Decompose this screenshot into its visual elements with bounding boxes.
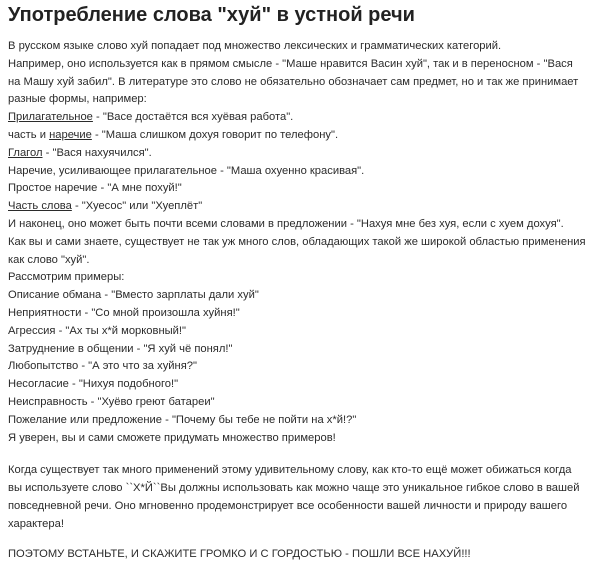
intro-paragraph: В русском языке слово хуй попадает под множество лексических и грамматических категорий.	[8, 40, 502, 52]
example-item: Описание обмана - "Вместо зарплаты дали хуй"	[8, 289, 259, 302]
example-item: Любопытство - "А это что за хуйня?"	[8, 360, 197, 373]
form-prefix: часть и	[8, 128, 50, 141]
example-item: Пожелание или предложение - "Почему бы тебе не пойти на х*й!?"	[8, 413, 357, 426]
form-item: Простое наречие - "А мне похуй!"	[8, 182, 182, 195]
form-item: Наречие, усиливающее прилагательное - "Маша охуенно красивая".	[8, 164, 365, 177]
text-line: И наконец, оно может быть почти всеми словами в предложении - "Нахуя мне без хуя, если с хуем дохуя".	[8, 217, 564, 230]
example-item: Неприятности - "Со мной произошла хуйня!"	[8, 306, 240, 319]
form-link-verb[interactable]: Глагол	[8, 146, 43, 159]
form-item	[8, 109, 588, 127]
example-item: Затруднение в общении - "Я хуй чё понял!"	[8, 342, 233, 355]
paragraph-gap	[8, 534, 588, 546]
examples-heading: Рассмотрим примеры:	[8, 271, 125, 284]
form-link-adjective[interactable]: Прилагательное	[8, 111, 93, 124]
conclusion-paragraph: Когда существует так много применений этому удивительному слову, как кто-то ещё может обижаться когда вы используете слово ``Х*Й``Вы должны использовать как можно чаще это уникальное гибкое слово в вашей повседневной речи. Оно мгновенно продемонстрирует все особенности вашей личности и природу вашего характера!	[8, 464, 580, 530]
example-item: Я уверен, вы и сами сможете придумать множество примеров!	[8, 431, 336, 444]
form-example: - "Вася нахуячился".	[42, 146, 152, 159]
form-example: - "Васе достаётся вся хуёвая работа".	[92, 111, 294, 124]
form-item	[8, 198, 588, 216]
article-body	[8, 38, 588, 563]
paragraph-gap	[8, 447, 588, 462]
form-item	[8, 145, 588, 163]
final-line: ПОЭТОМУ ВСТАНЬТЕ, И СКАЖИТЕ ГРОМКО И С ГОРДОСТЬЮ - ПОШЛИ ВСЕ НАХУЙ!!!	[8, 547, 471, 560]
form-item	[8, 127, 588, 145]
form-example: - "Хуесос" или "Хуеплёт"	[71, 200, 203, 213]
form-link-word-part[interactable]: Часть слова	[8, 200, 72, 213]
example-item: Агрессия - "Ах ты х*й морковный!"	[8, 324, 187, 337]
form-example: - "Маша слишком дохуя говорит по телефону".	[91, 128, 339, 141]
form-link-adverb[interactable]: наречие	[49, 128, 92, 141]
intro-paragraph: Например, оно используется как в прямом смысле - "Маше нравится Васин хуй", так и в переносном - "Вася на Машу хуй забил". В литературе это слово не обязательно обозначает сам предмет, но и так же принимает разные формы, например:	[8, 57, 579, 106]
text-line: Как вы и сами знаете, существует не так уж много слов, обладающих такой же широкой областью применения как слово "хуй".	[8, 235, 586, 266]
page-title: Употребление слова "хуй" в устной речи	[8, 4, 415, 26]
example-item: Несогласие - "Нихуя подобного!"	[8, 378, 179, 391]
example-item: Неисправность - "Хуёво греют батареи"	[8, 395, 215, 408]
